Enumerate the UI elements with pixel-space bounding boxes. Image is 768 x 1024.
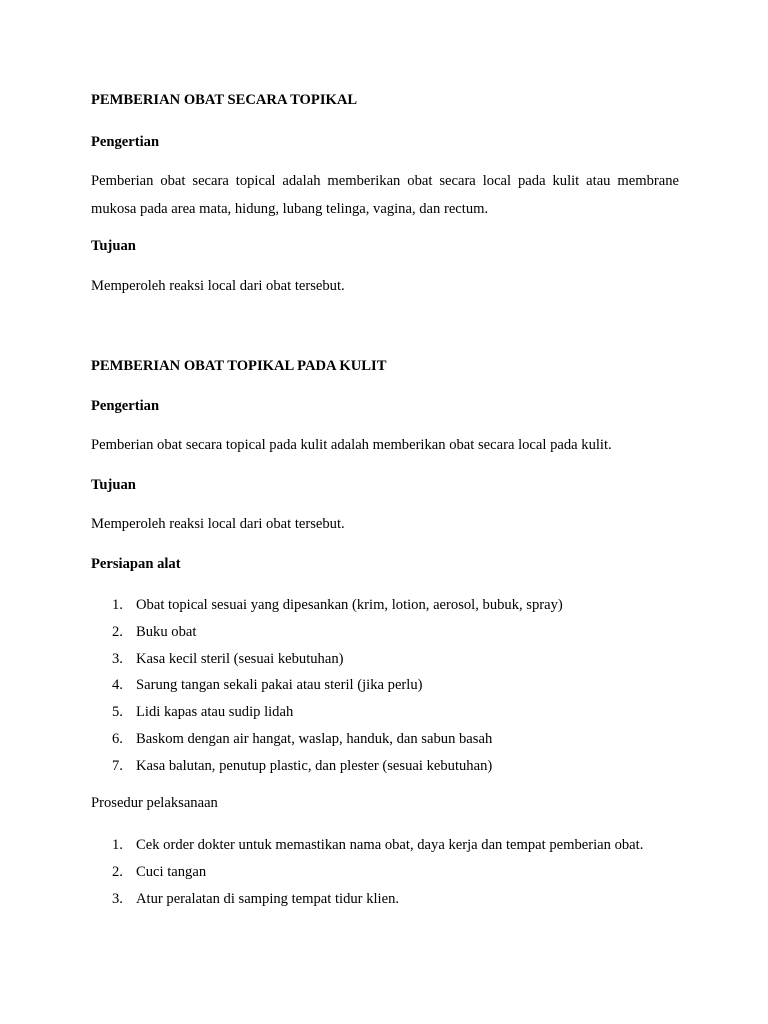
list-item-text: Cuci tangan (136, 863, 207, 880)
procedure-list (91, 835, 679, 915)
list-item-number: 7. (112, 757, 123, 774)
tools-list (91, 595, 679, 783)
section1-goal-text: Memperoleh reaksi local dari obat tersebut. (91, 278, 345, 294)
list-item (91, 835, 679, 862)
list-item-number: 3. (112, 650, 123, 667)
list-item-number: 1. (112, 597, 123, 613)
section2-goal-text: Memperoleh reaksi local dari obat tersebut. (91, 516, 345, 532)
list-item-number: 1. (112, 837, 123, 853)
list-item-text: Cek order dokter untuk memastikan nama obat, daya kerja dan tempat pemberian obat. (136, 837, 644, 853)
section1-definition-heading: Pengertian (91, 134, 160, 150)
list-item-text: Obat topical sesuai yang dipesankan (krim, lotion, aerosol, bubuk, spray) (136, 597, 563, 613)
list-item (91, 675, 679, 702)
list-item-number: 3. (112, 890, 123, 907)
procedure-heading: Prosedur pelaksanaan (91, 795, 218, 811)
list-item-text: Sarung tangan sekali pakai atau steril (jika perlu) (136, 677, 423, 694)
list-item-text: Lidi kapas atau sudip lidah (136, 704, 294, 721)
list-item-text: Kasa balutan, penutup plastic, dan plester (sesuai kebutuhan) (136, 757, 493, 774)
list-item-text: Baskom dengan air hangat, waslap, handuk, dan sabun basah (136, 730, 493, 747)
list-item (91, 889, 679, 916)
list-item-text: Kasa kecil steril (sesuai kebutuhan) (136, 650, 344, 667)
list-item (91, 622, 679, 649)
list-item (91, 729, 679, 756)
section2-title: PEMBERIAN OBAT TOPIKAL PADA KULIT (91, 358, 387, 374)
section1-goal-heading: Tujuan (91, 238, 136, 254)
list-item-number: 4. (112, 677, 123, 694)
list-item-number: 6. (112, 730, 123, 747)
list-item-text: Buku obat (136, 623, 197, 640)
list-item-text: Atur peralatan di samping tempat tidur klien. (136, 890, 400, 907)
list-item (91, 862, 679, 889)
section1-title: PEMBERIAN OBAT SECARA TOPIKAL (91, 92, 358, 108)
list-item-number: 5. (112, 704, 123, 721)
list-item-number: 2. (112, 863, 123, 880)
list-item (91, 649, 679, 676)
section2-goal-heading: Tujuan (91, 477, 136, 493)
list-item-number: 2. (112, 623, 123, 640)
section2-definition-text: Pemberian obat secara topical pada kulit adalah memberikan obat secara local pada kulit. (91, 437, 612, 453)
tools-heading: Persiapan alat (91, 556, 181, 572)
list-item (91, 595, 679, 622)
list-item (91, 756, 679, 783)
section2-definition-heading: Pengertian (91, 398, 160, 414)
list-item (91, 702, 679, 729)
section1-definition-text: Pemberian obat secara topical adalah memberikan obat secara local pada kulit atau membrane mukosa pada area mata, hidung, lubang telinga, vagina, dan rectum. (91, 173, 679, 217)
